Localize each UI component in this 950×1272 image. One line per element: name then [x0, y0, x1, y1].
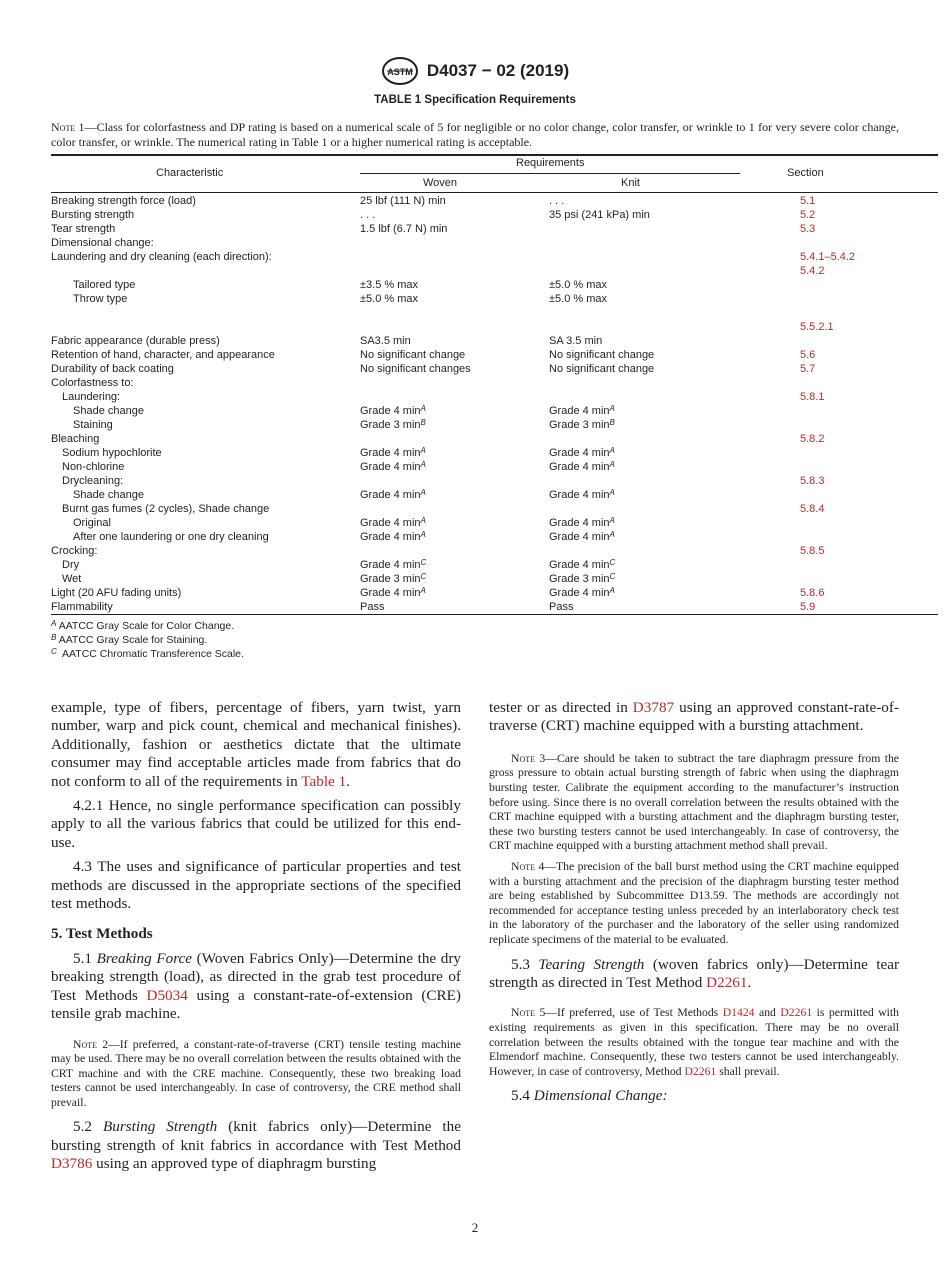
table-row	[51, 516, 938, 530]
cell-woven	[360, 586, 426, 600]
paragraph-title: Dimensional Change:	[533, 1087, 668, 1105]
cell-section-link[interactable]: 5.8.3	[800, 475, 825, 487]
note-text: is permitted with existing requirements as given in this specification. There may be no overall correlation between the results obtained with the tongue tear machine and with the Elmendorf machine. Consequently, these two testers cannot be used interchangeably. However, in case of controversy, Method	[489, 1006, 899, 1078]
cell-knit	[549, 446, 615, 460]
paragraph	[51, 699, 461, 791]
cell-characteristic: Dry	[62, 559, 80, 571]
paragraph-text: example, type of fibers, percentage of fibers, yarn twist, yarn number, warp and pick count, chemical and mechanical finishes). Additionally, fashion or aesthetics dictate that the ultimate consumer may find acceptable articles made from fabrics that do not conform to all of the requirements in	[51, 699, 461, 790]
grade-text: Grade 4 min	[549, 531, 610, 543]
paragraph	[489, 956, 899, 993]
cell-woven	[360, 404, 426, 418]
cell-section-link[interactable]: 5.7	[800, 363, 816, 375]
footnote-marker: A	[609, 530, 615, 539]
paragraph-text: .	[346, 772, 350, 790]
footnote-marker: A	[420, 446, 426, 455]
cell-knit: No significant change	[549, 349, 655, 361]
right-column	[489, 699, 899, 1106]
footnote-marker: A	[420, 460, 426, 469]
cell-woven	[360, 460, 426, 474]
table-row	[51, 530, 938, 544]
cell-knit	[549, 460, 615, 474]
footnote-marker: A	[51, 619, 57, 628]
footnote-a	[51, 620, 234, 633]
grade-text: Grade 4 min	[360, 405, 421, 417]
paragraph-text: using an approved type of diaphragm bursting	[92, 1155, 377, 1173]
cell-section-link[interactable]: 5.8.5	[800, 545, 825, 557]
page-header	[0, 56, 950, 86]
paragraph-text: .	[747, 973, 752, 991]
cell-characteristic: Fabric appearance (durable press)	[51, 335, 220, 347]
note-label: Note 1	[51, 120, 85, 134]
footnote-marker: A	[609, 488, 615, 497]
paragraph-text: (woven fabrics only)—Determine tear strength as directed in Test Method	[489, 955, 899, 991]
footnote-marker: C	[51, 647, 57, 656]
note-text: —Class for colorfastness and DP rating is based on a numerical scale of 5 for negligible or no color change, color transfer, or wrinkle to 1 for very severe color change, color transfer, or wrinkle. The numerical rating in Table 1 or a higher numerical rating is acceptable.	[51, 120, 900, 149]
note-5	[489, 1006, 899, 1079]
table-header-rule	[51, 192, 938, 193]
cell-section-link[interactable]: 5.1	[800, 195, 816, 207]
left-column	[51, 699, 461, 1174]
table-row	[51, 348, 938, 362]
footnote-marker: B	[51, 633, 57, 642]
cell-woven: ±3.5 % max	[360, 279, 419, 291]
table-row	[51, 558, 938, 572]
note-text: shall prevail.	[716, 1064, 780, 1078]
table-row	[51, 208, 938, 222]
grade-text: Grade 4 min	[549, 559, 610, 571]
cell-characteristic: Colorfastness to:	[51, 377, 134, 389]
footnote-marker: A	[609, 404, 615, 413]
grade-text: Grade 3 min	[360, 419, 421, 431]
table-row	[51, 544, 938, 558]
cell-characteristic: Non-chlorine	[62, 461, 125, 473]
grade-text: Grade 4 min	[360, 489, 421, 501]
paragraph: 4.3 The uses and significance of particular properties and test methods are discussed in the appropriate sections of the specified test methods.	[51, 858, 461, 913]
footnote-marker: C	[420, 558, 427, 567]
table-row	[51, 474, 938, 488]
cell-section-link[interactable]: 5.5.2.1	[800, 321, 834, 333]
cell-characteristic: Shade change	[73, 405, 144, 417]
cell-characteristic: Bursting strength	[51, 209, 135, 221]
grade-text: Grade 4 min	[360, 559, 421, 571]
table-row	[51, 446, 938, 460]
grade-text: Grade 4 min	[360, 587, 421, 599]
cell-knit: ±5.0 % max	[549, 293, 608, 305]
footnote-marker: A	[609, 460, 615, 469]
table-row	[51, 460, 938, 474]
table-note-1	[51, 120, 899, 150]
cell-characteristic: Flammability	[51, 601, 113, 613]
cell-characteristic: Durability of back coating	[51, 363, 174, 375]
d2261-link[interactable]: D2261	[706, 973, 748, 991]
grade-text: Grade 4 min	[360, 447, 421, 459]
cell-section-link[interactable]: 5.9	[800, 601, 816, 613]
grade-text: Grade 4 min	[549, 489, 610, 501]
cell-section-link[interactable]: 5.8.6	[800, 587, 825, 599]
cell-knit: ±5.0 % max	[549, 279, 608, 291]
footnote-marker: A	[420, 516, 426, 525]
grade-text: Grade 4 min	[549, 447, 610, 459]
cell-woven: Pass	[360, 601, 385, 613]
cell-characteristic: Retention of hand, character, and appearance	[51, 349, 275, 361]
cell-characteristic: Sodium hypochlorite	[62, 447, 162, 459]
cell-woven: No significant change	[360, 349, 466, 361]
note-text: —If preferred, a constant-rate-of-traverse (CRT) tensile testing machine may be used. There may be no overall correlation between the results obtained with the CRT machine and with the CRE machine. Consequently, these two breaking load testers cannot be used interchangeably. In case of controversy, the CRE method shall prevail.	[51, 1037, 461, 1109]
cell-characteristic: Laundering:	[62, 391, 121, 403]
table-row	[51, 586, 938, 600]
requirements-rule	[360, 173, 740, 174]
footnote-marker: C	[420, 572, 427, 581]
table-row	[51, 250, 938, 264]
footnote-b	[51, 634, 207, 647]
paragraph-number: 5.3	[511, 955, 539, 973]
note-text: —The precision of the ball burst method using the CRT machine equipped with a bursting attachment and the precision of the diaphragm bursting tester method are being established by Subcommittee D13.59. The methods are accordingly not recommended for acceptance testing unless preceded by an interlaboratory check test in the laboratory of the purchaser and the laboratory of the seller using randomized replicate specimens of the material to be evaluated.	[489, 859, 899, 946]
cell-knit: Pass	[549, 601, 574, 613]
note-text: and	[754, 1006, 781, 1020]
header-knit: Knit	[621, 177, 640, 189]
cell-woven	[360, 446, 426, 460]
cell-woven: No significant changes	[360, 363, 471, 375]
d3786-link[interactable]: D3786	[51, 1155, 93, 1173]
footnote-marker: B	[420, 418, 426, 427]
d2261-link[interactable]: D2261	[684, 1064, 717, 1078]
grade-text: Grade 4 min	[549, 517, 610, 529]
cell-knit: No significant change	[549, 363, 655, 375]
footnote-c	[51, 648, 244, 661]
footnote-marker: A	[420, 404, 426, 413]
note-2	[51, 1038, 461, 1111]
header-section: Section	[787, 167, 824, 179]
cell-characteristic: Bleaching	[51, 433, 100, 445]
table-bottom-rule	[51, 614, 938, 615]
grade-text: Grade 3 min	[549, 573, 610, 585]
table-row	[51, 278, 938, 292]
grade-text: Grade 4 min	[549, 405, 610, 417]
cell-woven: SA3.5 min	[360, 335, 411, 347]
d3787-link[interactable]: D3787	[632, 699, 675, 716]
cell-characteristic: Tailored type	[73, 279, 136, 291]
footnote-marker: A	[609, 446, 615, 455]
paragraph-number: 5.4	[511, 1087, 534, 1105]
paragraph	[489, 1087, 899, 1105]
note-4	[489, 860, 899, 948]
grade-text: Grade 4 min	[549, 461, 610, 473]
table-row	[51, 362, 938, 376]
cell-characteristic: Laundering and dry cleaning (each direction):	[51, 251, 272, 263]
note-label: Note 2	[73, 1037, 109, 1051]
cell-section-link[interactable]: 5.8.4	[800, 503, 825, 515]
footnote-marker: B	[609, 418, 615, 427]
cell-knit	[549, 418, 615, 432]
paragraph	[51, 950, 461, 1024]
note-label: Note 4	[511, 859, 545, 873]
section-heading: 5. Test Methods	[51, 925, 153, 943]
note-label: Note 3	[511, 751, 546, 765]
table-row	[51, 376, 938, 390]
cell-woven	[360, 530, 426, 544]
cell-woven: . . .	[360, 209, 376, 221]
cell-knit: 35 psi (241 kPa) min	[549, 209, 650, 221]
footnote-text: AATCC Gray Scale for Color Change.	[58, 620, 235, 632]
table-top-rule	[51, 154, 938, 156]
table-row	[51, 418, 938, 432]
cell-knit	[549, 516, 615, 530]
cell-characteristic: Staining	[73, 419, 113, 431]
cell-knit: . . .	[549, 195, 565, 207]
footnote-marker: A	[420, 488, 426, 497]
cell-woven	[360, 516, 426, 530]
table-row	[51, 264, 938, 278]
cell-characteristic: Breaking strength force (load)	[51, 195, 196, 207]
cell-characteristic: Burnt gas fumes (2 cycles), Shade change	[62, 503, 270, 515]
grade-text: Grade 4 min	[360, 461, 421, 473]
table-row	[51, 320, 938, 334]
grade-text: Grade 4 min	[360, 517, 421, 529]
paragraph-text: using a constant-rate-of-extension (CRE) tensile grab machine.	[51, 986, 461, 1023]
cell-section-link[interactable]: 5.8.2	[800, 433, 825, 445]
note-3	[489, 752, 899, 854]
paragraph-title: Breaking Force	[96, 949, 193, 967]
d2261-link[interactable]: D2261	[780, 1006, 813, 1020]
note-label: Note 5	[511, 1006, 546, 1020]
cell-section-link[interactable]: 5.6	[800, 349, 816, 361]
astm-logo-text: ASTM	[387, 67, 413, 77]
paragraph: 4.2.1 Hence, no single performance specification can possibly apply to all the various fabrics that could be utilized for this end-use.	[51, 797, 461, 851]
cell-woven: 25 lbf (111 N) min	[360, 195, 446, 207]
footnote-marker: A	[609, 516, 615, 525]
cell-woven	[360, 572, 426, 586]
table-row	[51, 502, 938, 516]
footnote-marker: A	[420, 586, 426, 595]
cell-knit	[549, 488, 615, 502]
table-row	[51, 194, 938, 208]
cell-characteristic: Light (20 AFU fading units)	[51, 587, 182, 599]
d1424-link[interactable]: D1424	[722, 1006, 755, 1020]
astm-logo	[381, 56, 419, 86]
table-row	[51, 432, 938, 446]
table-row	[51, 572, 938, 586]
paragraph-title: Tearing Strength	[538, 955, 645, 973]
cell-characteristic: Tear strength	[51, 223, 116, 235]
paragraph-text: using an approved constant-rate-of-traverse (CRT) machine equipped with a bursting attachment.	[489, 699, 899, 735]
table-title: TABLE 1 Specification Requirements	[374, 94, 576, 106]
table-row	[51, 600, 938, 614]
cell-characteristic: Crocking:	[51, 545, 98, 557]
grade-text: Grade 4 min	[360, 531, 421, 543]
paragraph	[51, 1118, 461, 1173]
cell-knit	[549, 404, 615, 418]
cell-characteristic: Wet	[62, 573, 82, 585]
footnote-marker: A	[420, 530, 426, 539]
paragraph-text: (Woven Fabrics Only)—Determine the dry breaking strength (load), as directed in the grab test procedure of Test Methods	[51, 949, 462, 1004]
footnote-marker: A	[609, 586, 615, 595]
cell-section-link[interactable]: 5.2	[800, 209, 816, 221]
cell-characteristic: Dimensional change:	[51, 237, 154, 249]
header-characteristic: Characteristic	[156, 167, 224, 179]
cell-section-link[interactable]: 5.3	[800, 223, 816, 235]
document-id: D4037 − 02 (2019)	[426, 61, 570, 80]
cell-characteristic: Shade change	[73, 489, 144, 501]
table-row	[51, 236, 938, 250]
cell-knit	[549, 558, 615, 572]
footnote-text: AATCC Gray Scale for Staining.	[58, 634, 208, 646]
table-row	[51, 222, 938, 236]
table-row	[51, 334, 938, 348]
grade-text: Grade 3 min	[549, 419, 610, 431]
paragraph-text: (knit fabrics only)—Determine the bursting strength of knit fabrics in accordance with Test Method	[51, 1118, 461, 1154]
cell-characteristic: Drycleaning:	[62, 475, 124, 487]
cell-knit: SA 3.5 min	[549, 335, 603, 347]
paragraph-number: 5.1	[73, 949, 97, 967]
cell-characteristic: After one laundering or one dry cleaning	[73, 531, 269, 543]
d5034-link[interactable]: D5034	[146, 986, 188, 1004]
paragraph	[489, 699, 899, 736]
cell-woven	[360, 558, 426, 572]
grade-text: Grade 4 min	[549, 587, 610, 599]
cell-characteristic: Original	[73, 517, 111, 529]
footnote-marker: C	[609, 572, 616, 581]
table-row	[51, 292, 938, 306]
cell-section-link[interactable]: 5.4.2	[800, 265, 825, 277]
cell-woven	[360, 488, 426, 502]
cell-section-link[interactable]: 5.8.1	[800, 391, 825, 403]
footnote-marker: C	[609, 558, 616, 567]
table-row	[51, 390, 938, 404]
cell-characteristic: Throw type	[73, 293, 128, 305]
page-number: 2	[471, 1220, 479, 1235]
cell-knit	[549, 572, 615, 586]
note-text: —If preferred, use of Test Methods	[545, 1006, 723, 1020]
cell-woven: ±5.0 % max	[360, 293, 419, 305]
cell-woven: 1.5 lbf (6.7 N) min	[360, 223, 448, 235]
paragraph-number: 5.2	[73, 1118, 103, 1136]
paragraph-title: Bursting Strength	[102, 1118, 218, 1136]
grade-text: Grade 3 min	[360, 573, 421, 585]
table-row	[51, 404, 938, 418]
cell-knit	[549, 530, 615, 544]
table-1-link[interactable]: Table 1	[301, 772, 347, 790]
note-text: —Care should be taken to subtract the tare diaphragm pressure from the gross pressure to obtain actual bursting strength of fabric when using the diaphragm bursting tester. Calibrate the equipment according to the manufacturer’s instruction before using. Since there is no overall correlation between the results obtained with the CRT machine equipped with a bursting attachment and the diaphragm bursting tester, these two bursting testers cannot be used interchangeably. In case of controversy, the CRT machine equipped with a bursting attachment method shall prevail.	[489, 751, 899, 853]
cell-woven	[360, 418, 426, 432]
header-requirements: Requirements	[516, 157, 585, 169]
paragraph-text: tester or as directed in	[489, 699, 633, 716]
header-woven: Woven	[423, 177, 458, 189]
footnote-text: AATCC Chromatic Transference Scale.	[62, 648, 244, 660]
cell-knit	[549, 586, 615, 600]
table-row	[51, 488, 938, 502]
cell-section-link[interactable]: 5.4.1–5.4.2	[800, 251, 856, 263]
